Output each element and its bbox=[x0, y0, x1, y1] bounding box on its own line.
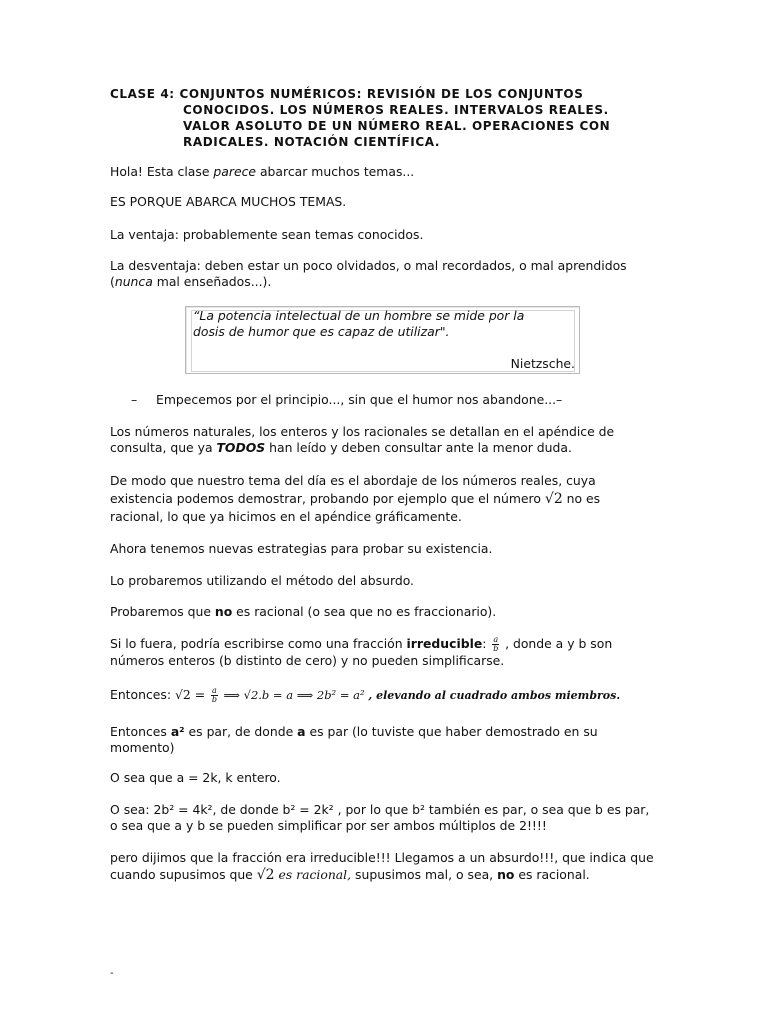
paragraph-numeros-naturales: Los números naturales, los enteros y los racionales se detallan en el apéndice de consulta, que ya TODOS han leído y deben consultar ante la menor duda. bbox=[110, 424, 615, 455]
title-line-4: RADICALES. NOTACIÓN CIENTÍFICA. bbox=[183, 135, 441, 149]
paragraph-ahora: Ahora tenemos nuevas estrategias para probar su existencia. bbox=[110, 541, 493, 556]
bullet-text: Empecemos por el principio..., sin que el humor nos abandone...– bbox=[156, 392, 563, 407]
paragraph-conclusion: pero dijimos que la fracción era irreducible!!! Llegamos a un absurdo!!!, que indica que cuando supusimos que √2 es racional, supusimos mal, o sea, no es racional. bbox=[110, 850, 654, 883]
bullet-marker: – bbox=[131, 392, 138, 407]
title-line-3: VALOR ASOLUTO DE UN NÚMERO REAL. OPERACIONES CON bbox=[183, 119, 611, 133]
paragraph-entonces-a2-par: Entonces a² es par, de donde a es par (lo tuviste que haber demostrado en su momento) bbox=[110, 724, 598, 755]
paragraph-si-lo-fuera: Si lo fuera, podría escribirse como una fracción irreducible: $\frac{a}{b}$ , donde a y b son números enteros (b distinto de cero) y no pueden simplificarse. bbox=[110, 635, 613, 668]
fraction-a-over-b: $\frac{a}{b}$ bbox=[493, 635, 499, 653]
paragraph-de-modo: De modo que nuestro tema del día es el abordaje de los números reales, cuya existencia podemos demostrar, probando por ejemplo que el número √2 no es racional, lo que ya hicimos en el apéndice gráficamente. bbox=[110, 473, 601, 524]
paragraph-probaremos-metodo: Lo probaremos utilizando el método del absurdo. bbox=[110, 573, 414, 588]
paragraph-o-sea-k: O sea que a = 2k, k entero. bbox=[110, 770, 281, 785]
footer-mark: - bbox=[110, 968, 114, 979]
paragraph-hola: Hola! Esta clase parece abarcar muchos temas... bbox=[110, 164, 415, 179]
paragraph-probaremos-no: Probaremos que no es racional (o sea que no es fraccionario). bbox=[110, 604, 497, 619]
paragraph-entonces-ecuacion: Entonces: √2 = $\frac{a}{b}$ ⟹ √2.b = a ⟹ 2b² = a² , elevando al cuadrado ambos miembros. bbox=[110, 686, 621, 704]
paragraph-o-sea-b-par: O sea: 2b² = 4k², de donde b² = 2k² , por lo que b² también es par, o sea que b es par, o sea que a y b se pueden simplificar por ser ambos múltiplos de 2!!!! bbox=[110, 802, 650, 833]
paragraph-desventaja: La desventaja: deben estar un poco olvidados, o mal recordados, o mal aprendidos (nunca mal enseñados...). bbox=[110, 258, 627, 289]
paragraph-es-porque: ES PORQUE ABARCA MUCHOS TEMAS. bbox=[110, 194, 347, 209]
page-title bbox=[110, 86, 655, 150]
quote-author: Nietzsche. bbox=[510, 356, 575, 371]
title-line-2: CONOCIDOS. LOS NÚMEROS REALES. INTERVALOS REALES. bbox=[183, 103, 609, 117]
paragraph-ventaja: La ventaja: probablemente sean temas conocidos. bbox=[110, 227, 424, 242]
quote-text: “La potencia intelectual de un hombre se mide por la dosis de humor que es capaz de utilizar". bbox=[193, 308, 525, 339]
fraction-eq: $\frac{a}{b}$ bbox=[211, 686, 217, 704]
title-line-1: CLASE 4: CONJUNTOS NUMÉRICOS: REVISIÓN DE LOS CONJUNTOS bbox=[110, 87, 584, 101]
